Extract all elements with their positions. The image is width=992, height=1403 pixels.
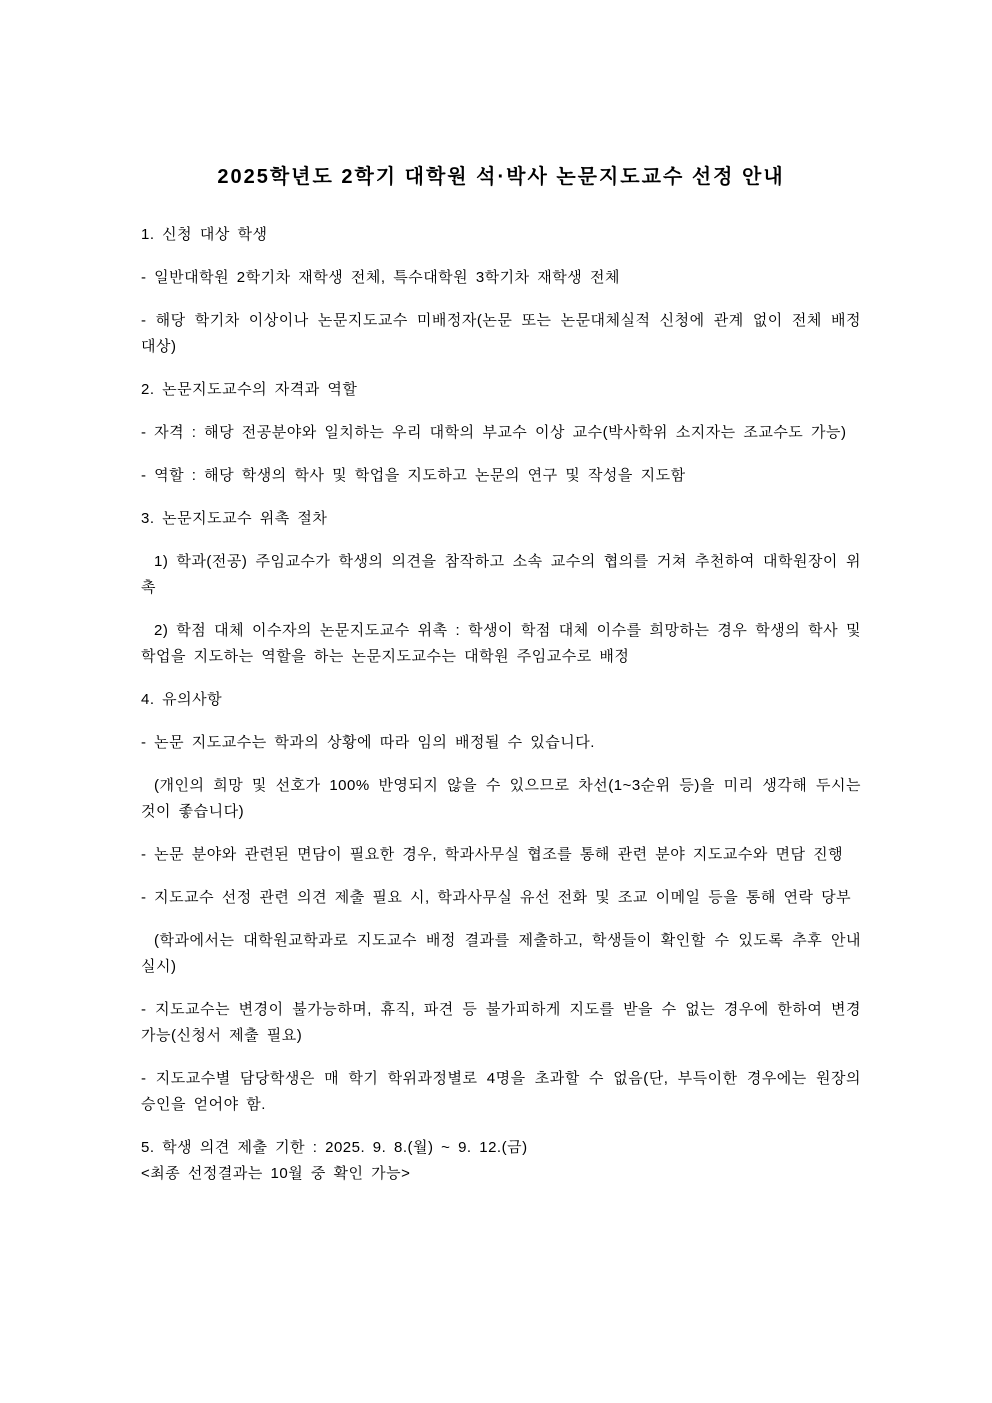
- paragraph-body: - 지도교수 선정 관련 의견 제출 필요 시, 학과사무실 유선 전화 및 조교 이메일 등을 통해 연락 당부: [141, 889, 852, 906]
- paragraph-heading: 3. 논문지도교수 위촉 절차: [141, 510, 328, 527]
- paragraph-body: 5. 학생 의견 제출 기한 : 2025. 9. 8.(월) ~ 9. 12.(금): [141, 1139, 528, 1156]
- paragraph-body: 1) 학과(전공) 주임교수가 학생의 의견을 참작하고 소속 교수의 협의를 거쳐 추천하여 대학원장이 위촉: [141, 553, 861, 596]
- paragraph-body: - 논문 분야와 관련된 면담이 필요한 경우, 학과사무실 협조를 통해 관련 분야 지도교수와 면담 진행: [141, 846, 844, 863]
- paragraph-heading: 4. 유의사항: [141, 691, 223, 708]
- paragraph-body: - 논문 지도교수는 학과의 상황에 따라 임의 배정될 수 있습니다.: [141, 734, 595, 751]
- paragraph-body: <최종 선정결과는 10월 중 확인 가능>: [141, 1165, 411, 1182]
- paragraph-heading: 2. 논문지도교수의 자격과 역할: [141, 381, 358, 398]
- paragraph-body: - 일반대학원 2학기차 재학생 전체, 특수대학원 3학기차 재학생 전체: [141, 269, 620, 286]
- paragraph-heading: 1. 신청 대상 학생: [141, 226, 268, 243]
- paragraph-body: (개인의 희망 및 선호가 100% 반영되지 않을 수 있으므로 차선(1~3순위 등)을 미리 생각해 두시는 것이 좋습니다): [141, 777, 861, 820]
- paragraph-body: - 지도교수는 변경이 불가능하며, 휴직, 파견 등 불가피하게 지도를 받을 수 없는 경우에 한하여 변경 가능(신청서 제출 필요): [141, 1001, 861, 1044]
- paragraph-body: - 지도교수별 담당학생은 매 학기 학위과정별로 4명을 초과할 수 없음(단, 부득이한 경우에는 원장의 승인을 얻어야 함.: [141, 1070, 861, 1113]
- paragraph-body: - 해당 학기차 이상이나 논문지도교수 미배정자(논문 또는 논문대체실적 신청에 관계 없이 전체 배정 대상): [141, 312, 861, 355]
- paragraph-body: 2) 학점 대체 이수자의 논문지도교수 위촉 : 학생이 학점 대체 이수를 희망하는 경우 학생의 학사 및 학업을 지도하는 역할을 하는 논문지도교수는 대학원 주임교수로 배정: [141, 622, 861, 665]
- paragraph-body: (학과에서는 대학원교학과로 지도교수 배정 결과를 제출하고, 학생들이 확인할 수 있도록 추후 안내 실시): [141, 932, 861, 975]
- document-content: [141, 160, 861, 1204]
- document-title: 2025학년도 2학기 대학원 석·박사 논문지도교수 선정 안내: [217, 166, 785, 188]
- paragraph-body: - 역할 : 해당 학생의 학사 및 학업을 지도하고 논문의 연구 및 작성을 지도함: [141, 467, 686, 484]
- paragraph-body: - 자격 : 해당 전공분야와 일치하는 우리 대학의 부교수 이상 교수(박사학위 소지자는 조교수도 가능): [141, 424, 847, 441]
- paragraph-list: [141, 222, 861, 1187]
